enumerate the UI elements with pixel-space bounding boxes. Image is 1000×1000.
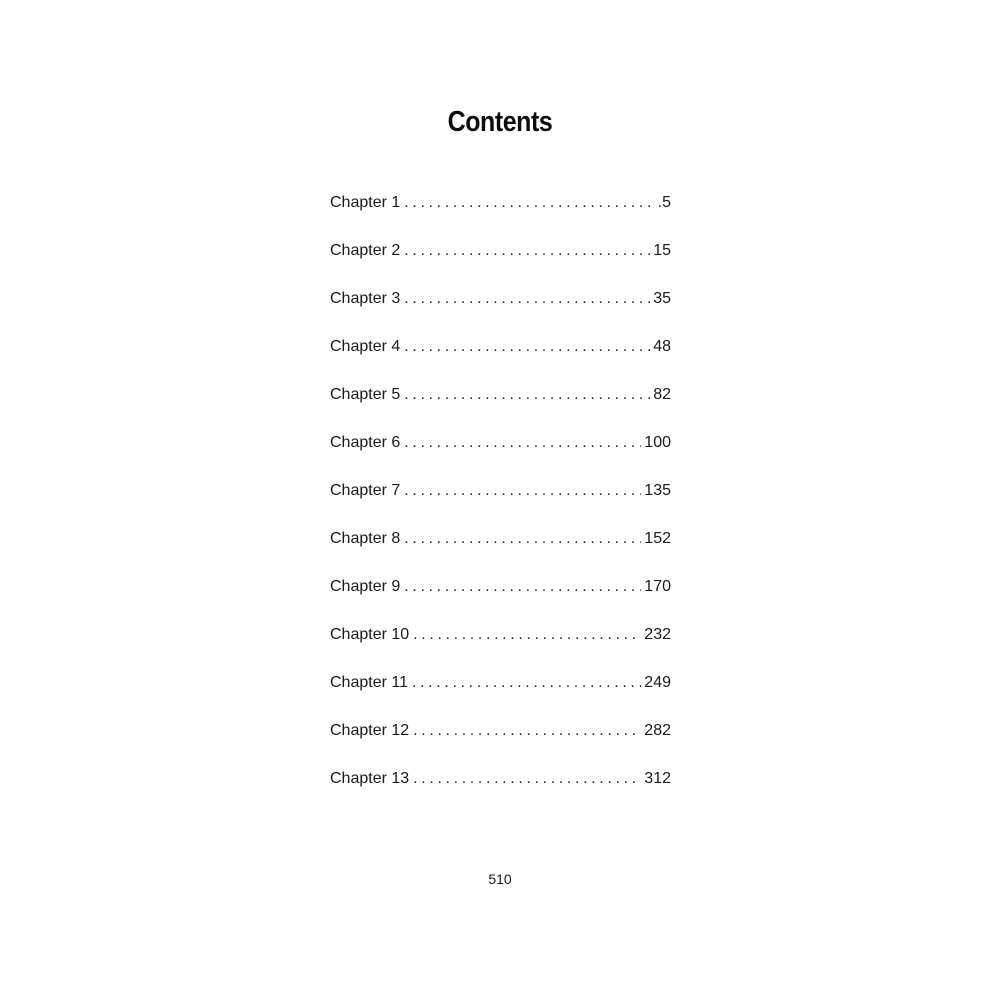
toc-entry-label: Chapter 6 <box>330 434 401 451</box>
toc-entry-page: .5 <box>657 194 671 211</box>
toc-entry-page: 48 <box>653 338 671 355</box>
toc-entry-page: 312 <box>644 770 671 787</box>
toc-entry-label: Chapter 5 <box>330 386 401 403</box>
toc-entry-label: Chapter 12 <box>330 722 410 739</box>
toc-entry[interactable] <box>330 622 671 670</box>
dot-leader <box>404 478 641 504</box>
toc-entry-label: Chapter 11 <box>330 674 408 691</box>
toc-entry-page: 35 <box>653 290 671 307</box>
toc-entry[interactable] <box>330 190 671 238</box>
toc-entry-page: 152 <box>644 530 671 547</box>
toc-entry[interactable] <box>330 526 671 574</box>
toc-entry[interactable] <box>330 238 671 286</box>
dot-leader <box>404 526 641 552</box>
dot-leader <box>404 286 650 312</box>
toc-entry-label: Chapter 9 <box>330 578 401 595</box>
toc-entry-page: 15 <box>653 242 671 259</box>
toc-entry[interactable] <box>330 574 671 622</box>
toc-entry-page: 232 <box>644 626 671 643</box>
toc-entry-label: Chapter 4 <box>330 338 401 355</box>
toc-entry-label: Chapter 2 <box>330 242 401 259</box>
dot-leader <box>413 766 641 792</box>
toc-entry-label: Chapter 1 <box>330 194 401 211</box>
toc-entry-page: 282 <box>644 722 671 739</box>
toc-entry[interactable] <box>330 718 671 766</box>
dot-leader <box>404 382 650 408</box>
page-number: 510 <box>488 871 512 887</box>
table-of-contents <box>330 190 671 814</box>
toc-entry-label: Chapter 8 <box>330 530 401 547</box>
toc-entry[interactable] <box>330 430 671 478</box>
toc-entry[interactable] <box>330 382 671 430</box>
toc-entry-page: 82 <box>653 386 671 403</box>
toc-entry-label: Chapter 7 <box>330 482 401 499</box>
dot-leader <box>413 718 641 744</box>
dot-leader <box>404 430 641 456</box>
dot-leader <box>404 238 650 264</box>
dot-leader <box>404 334 650 360</box>
toc-entry-page: 100 <box>644 434 671 451</box>
toc-entry[interactable] <box>330 766 671 814</box>
dot-leader <box>413 622 641 648</box>
toc-entry[interactable] <box>330 334 671 382</box>
dot-leader <box>404 574 641 600</box>
toc-entry[interactable] <box>330 286 671 334</box>
dot-leader <box>404 190 654 216</box>
dot-leader <box>412 670 641 696</box>
toc-entry-label: Chapter 10 <box>330 626 410 643</box>
toc-entry[interactable] <box>330 670 671 718</box>
page-title: Contents <box>447 106 553 138</box>
toc-entry-page: 170 <box>644 578 671 595</box>
toc-entry-page: 135 <box>644 482 671 499</box>
toc-entry-label: Chapter 3 <box>330 290 401 307</box>
toc-entry-page: 249 <box>644 674 671 691</box>
toc-entry-label: Chapter 13 <box>330 770 410 787</box>
toc-entry[interactable] <box>330 478 671 526</box>
